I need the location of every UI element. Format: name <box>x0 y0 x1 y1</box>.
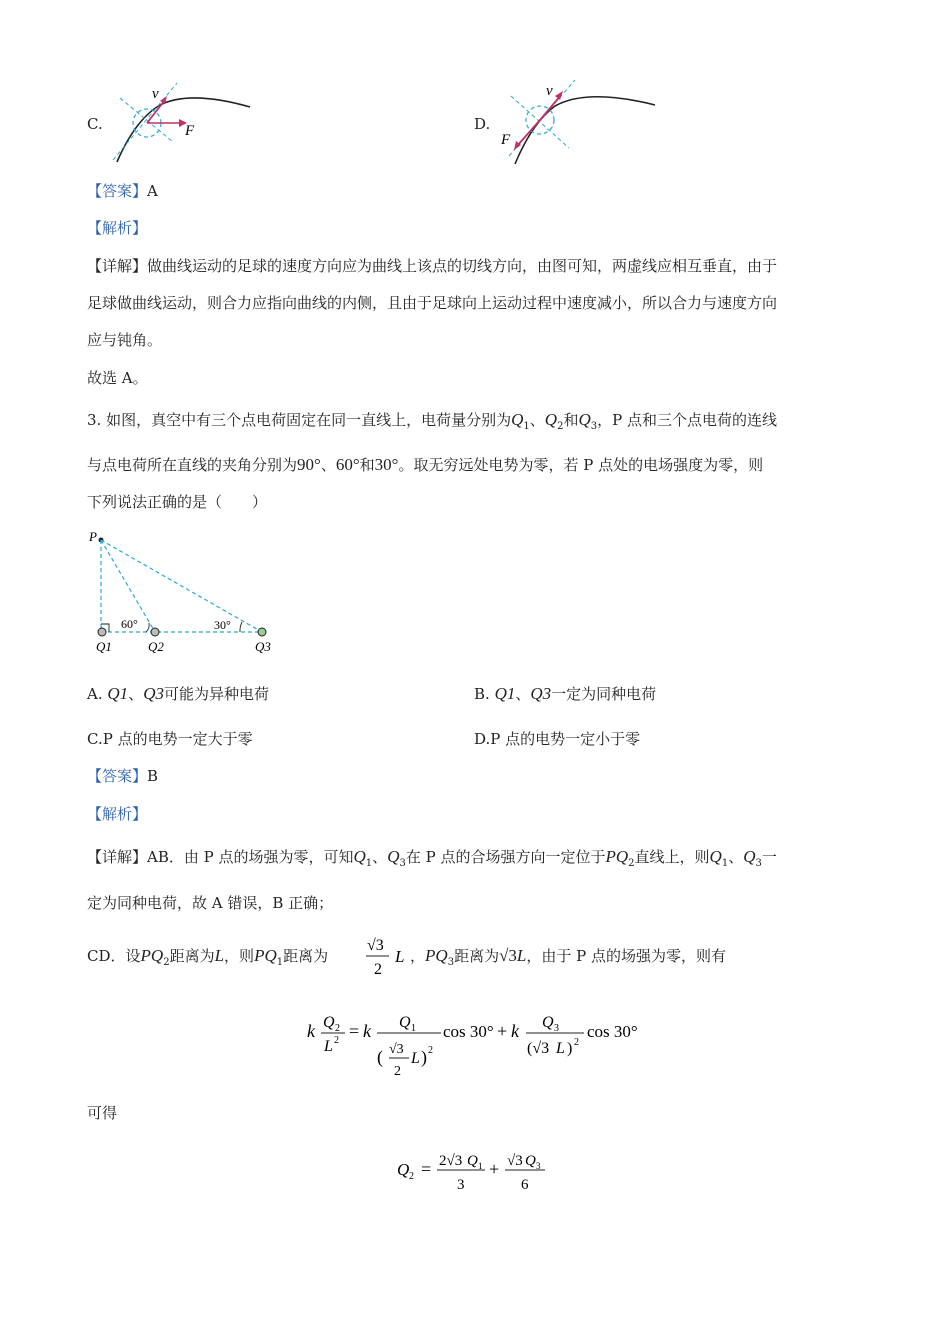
q1-label: Q1 <box>96 639 112 654</box>
svg-text:Q: Q <box>467 1153 478 1169</box>
q3-label: Q3 <box>255 639 271 654</box>
svg-text:√3: √3 <box>507 1153 523 1169</box>
velocity-arrow <box>147 100 165 123</box>
svg-text:L: L <box>395 947 405 966</box>
option-c-letter: C. <box>87 115 103 133</box>
svg-text:2√3: 2√3 <box>439 1153 463 1169</box>
svg-text:cos 30°: cos 30° <box>587 1022 638 1041</box>
equation-field-balance <box>305 1005 650 1085</box>
svg-text:√3: √3 <box>389 1042 404 1057</box>
angle30-arc <box>240 622 242 632</box>
svg-text:Q: Q <box>542 1014 554 1031</box>
cd-line: CD．设$PQ_2$距离为L，则$PQ_1$距离为 <box>87 946 329 968</box>
svg-text:cos 30°: cos 30° <box>443 1022 494 1041</box>
svg-text:2: 2 <box>428 1045 433 1056</box>
option-a: A. Q1、Q3可能为异种电荷 <box>87 684 269 703</box>
tangent-line <box>113 83 177 160</box>
svg-text:2: 2 <box>394 1064 401 1079</box>
svg-text:=: = <box>349 1021 360 1041</box>
angle60-arc <box>146 623 149 632</box>
v-label: v <box>152 86 159 102</box>
answer-tag: 【答案】 <box>87 767 148 785</box>
svg-text:1: 1 <box>478 1161 483 1171</box>
ab-line-2: 定为同种电荷，故 A 错误，B 正确； <box>87 894 334 912</box>
svg-text:Q: Q <box>525 1153 536 1169</box>
option-c: C.P 点的电势一定大于零 <box>87 730 253 748</box>
detail-line-3: 应与钝角。 <box>87 331 163 349</box>
answer-value: B <box>147 767 159 785</box>
svg-text:3: 3 <box>457 1177 465 1193</box>
option-d-letter: D. <box>474 115 491 133</box>
svg-text:1: 1 <box>411 1023 416 1034</box>
conclusion-prev: 故选 A。 <box>87 369 148 387</box>
option-c-figure <box>105 80 265 170</box>
charges-figure <box>85 525 285 660</box>
f-label: F <box>501 132 511 148</box>
svg-text:L: L <box>411 1050 420 1067</box>
force-arrow <box>517 120 540 146</box>
detail-line-2: 足球做曲线运动，则合力应指向曲线的内侧，且由于足球向上运动过程中速度减小，所以合力与速度方向 <box>87 294 778 312</box>
angle60-label: 60° <box>121 617 138 631</box>
detail-line-1: 【详解】做曲线运动的足球的速度方向应为曲线上该点的切线方向，由图可知，两虚线应相互垂直，由于 <box>87 257 778 275</box>
f-label: F <box>185 123 195 139</box>
charge-q3 <box>258 628 266 636</box>
svg-text:2: 2 <box>374 961 382 978</box>
svg-text:+: + <box>497 1021 508 1041</box>
svg-text:(√3: (√3 <box>527 1040 550 1057</box>
svg-text:3: 3 <box>536 1161 541 1171</box>
p-label: P <box>89 529 97 544</box>
answer-line-q3 <box>87 766 158 786</box>
svg-text:(: ( <box>377 1047 383 1067</box>
svg-text:L: L <box>324 1038 333 1055</box>
svg-text:): ) <box>421 1047 427 1067</box>
option-d-figure <box>497 78 662 170</box>
svg-text:k: k <box>511 1021 519 1041</box>
svg-text:2: 2 <box>334 1035 339 1046</box>
svg-text:3: 3 <box>554 1023 559 1034</box>
q3-stem-line-1: 3. 如图，真空中有三个点电荷固定在同一直线上，电荷量分别为$Q_1$、$Q_2$和$Q_3$，P 点和三个点电荷的连线 <box>87 410 777 432</box>
q3-stem-line-2: 与点电荷所在直线的夹角分别为90°、60°和30°。取无穷远处电势为零，若 P 点处的电场强度为零，则 <box>87 455 764 474</box>
analysis-tag-q3: 【解析】 <box>87 805 148 823</box>
svg-text:Q: Q <box>323 1014 335 1031</box>
svg-text:2: 2 <box>574 1037 579 1048</box>
equation-result <box>395 1145 560 1200</box>
option-d: D.P 点的电势一定小于零 <box>474 730 641 748</box>
q3-stem-line-3: 下列说法正确的是（ ） <box>87 493 268 511</box>
svg-text:2: 2 <box>409 1171 414 1182</box>
question-number: 3. <box>87 411 102 429</box>
sqrt3-over-2-L <box>363 932 415 982</box>
answer-tag: 【答案】 <box>87 182 148 200</box>
svg-text:k: k <box>307 1021 315 1041</box>
cd-line-tail: ，$PQ_3$距离为√3L，由于 P 点的场强为零，则有 <box>410 946 727 968</box>
ab-line-1: 【详解】AB．由 P 点的场强为零，可知$Q_1$、$Q_3$在 P 点的合场强方向一定位于$PQ_2$直线上，则$Q_1$、$Q_3$一 <box>87 847 777 869</box>
svg-text:+: + <box>489 1159 500 1179</box>
q2-label: Q2 <box>148 639 164 654</box>
v-label: v <box>546 83 553 99</box>
answer-value: A <box>147 182 158 200</box>
analysis-tag-prev: 【解析】 <box>87 219 148 237</box>
svg-text:k: k <box>363 1021 371 1041</box>
svg-text:√3: √3 <box>367 937 384 954</box>
svg-text:Q: Q <box>399 1014 411 1031</box>
svg-text:2: 2 <box>335 1023 340 1034</box>
trajectory-curve <box>515 97 655 164</box>
charge-q2 <box>151 628 159 636</box>
svg-text:=: = <box>421 1159 432 1179</box>
detail-tag: 【详解】 <box>87 257 148 275</box>
option-b: B. Q1、Q3一定为同种电荷 <box>474 684 657 703</box>
svg-text:): ) <box>567 1040 573 1057</box>
svg-text:Q: Q <box>397 1160 410 1179</box>
trajectory-curve <box>117 98 250 162</box>
answer-line-prev <box>87 181 158 201</box>
angle30-label: 30° <box>214 618 231 632</box>
then-label: 可得 <box>87 1104 118 1122</box>
charge-q1 <box>98 628 106 636</box>
svg-text:L: L <box>556 1040 565 1057</box>
svg-text:6: 6 <box>521 1177 529 1193</box>
